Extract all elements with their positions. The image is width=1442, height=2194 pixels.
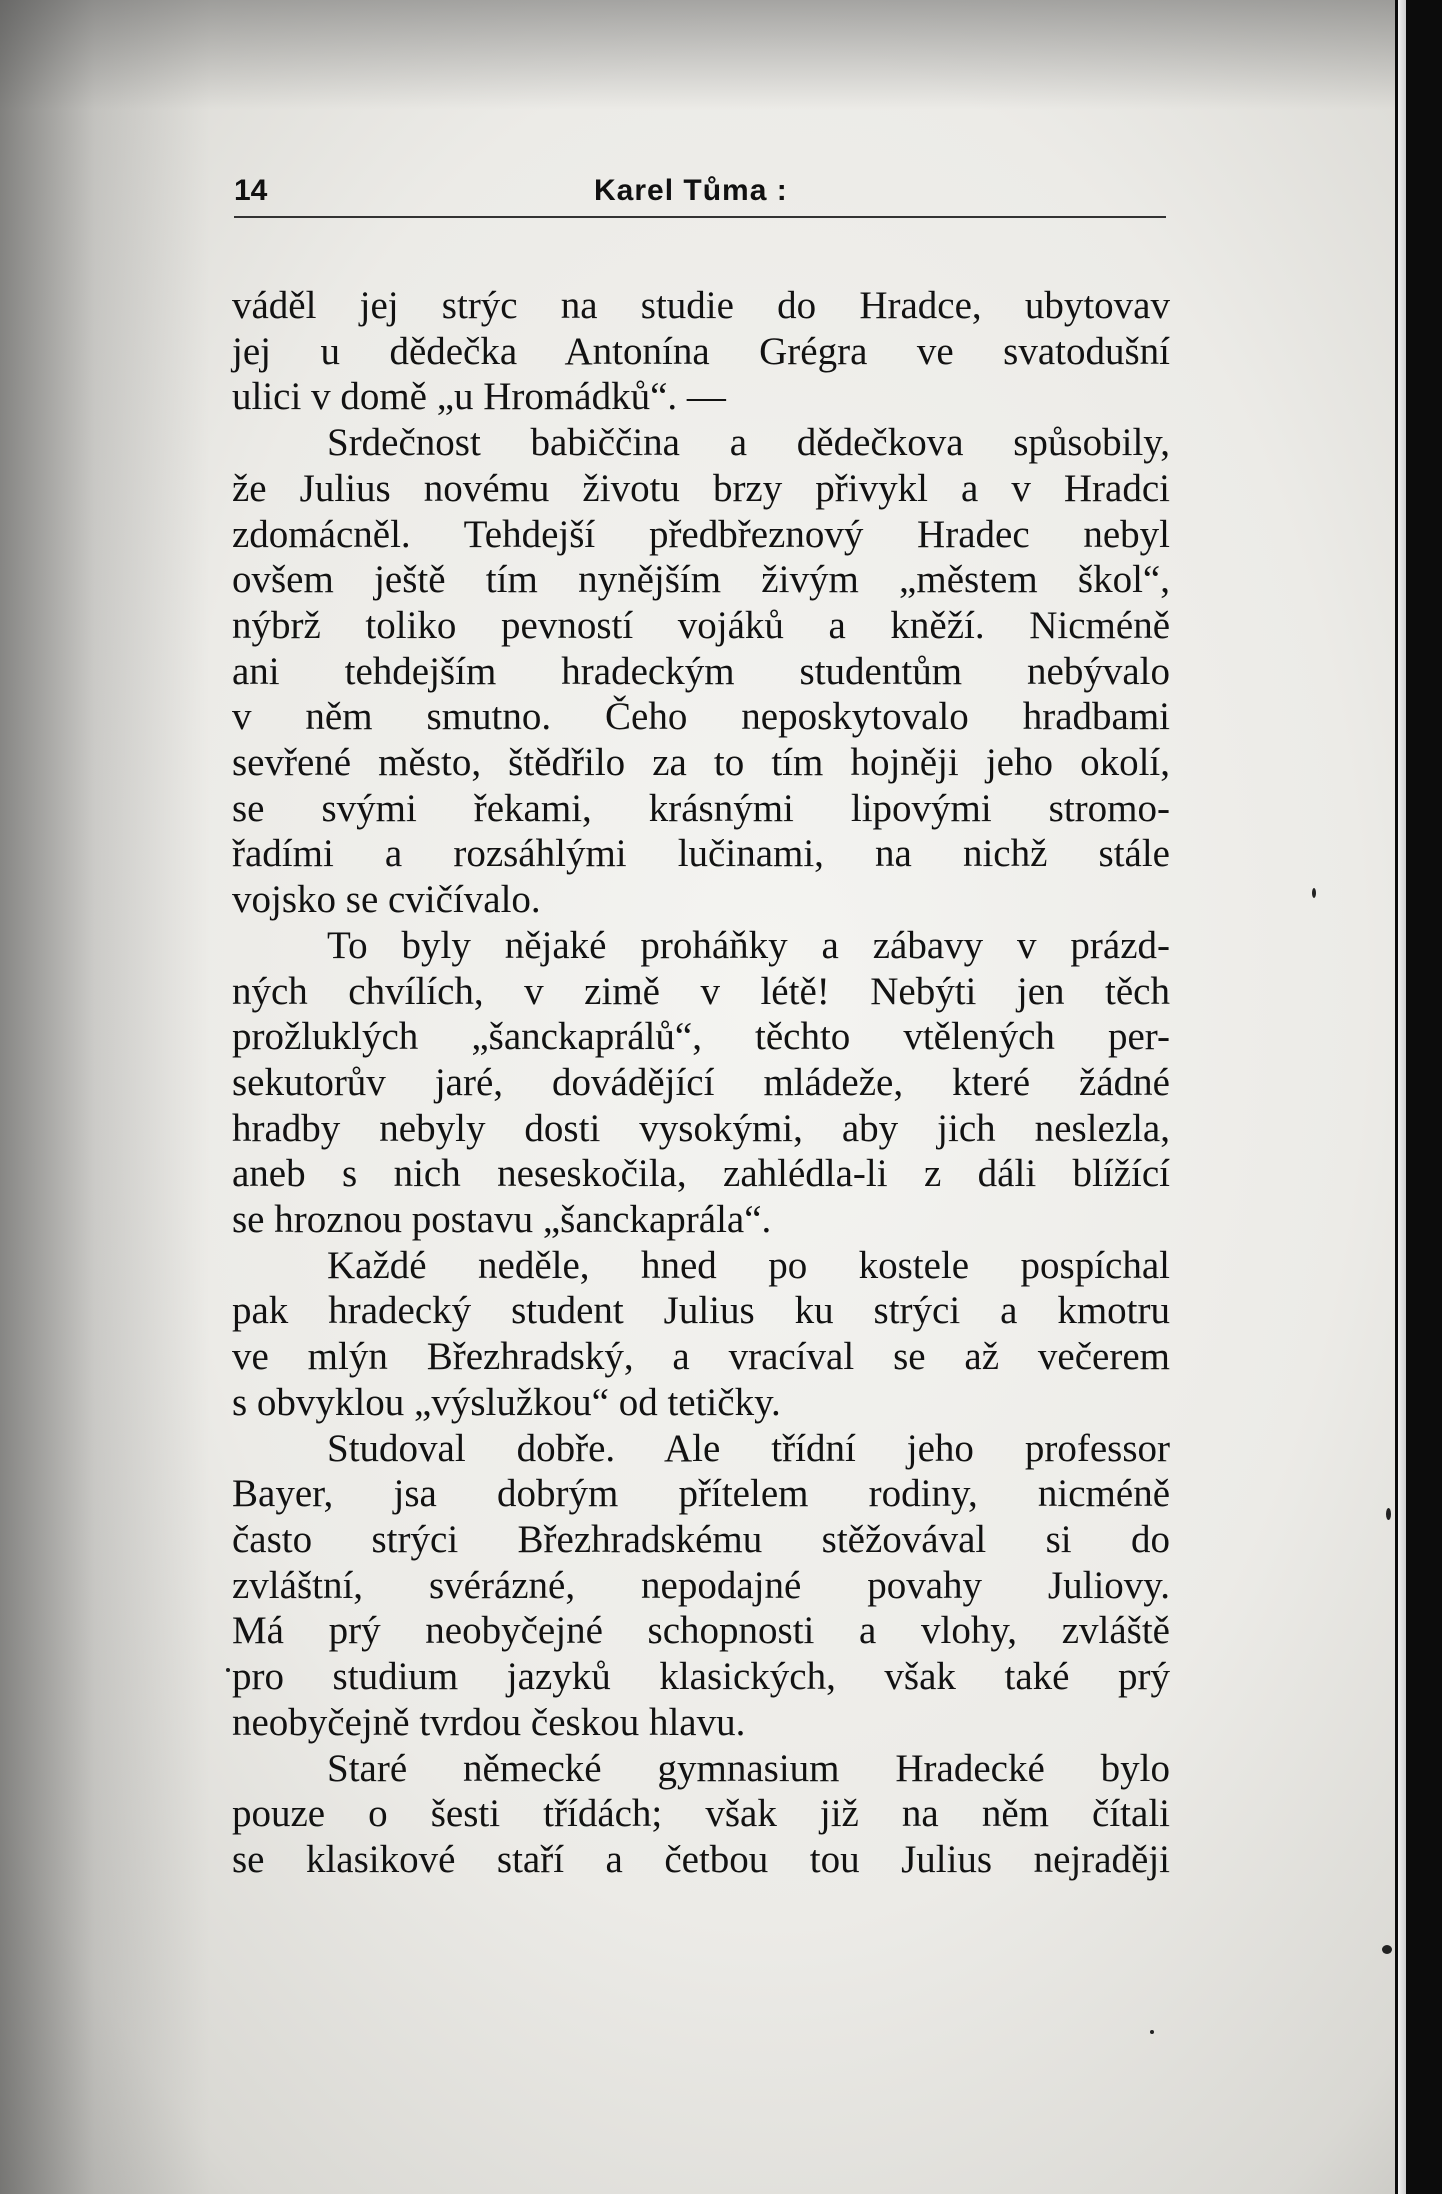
text-line: často strýci Březhradskému stěžovával si do (232, 1517, 1170, 1561)
ink-speck (226, 1668, 230, 1672)
text-line: Studoval dobře. Ale třídní jeho professor (327, 1426, 1170, 1470)
page-top-shadow (0, 0, 1395, 110)
text-line: že Julius novému životu brzy přivykl a v Hradci (232, 466, 1170, 510)
text-line: zvláštní, svérázné, nepodajné povahy Juliovy. (232, 1563, 1170, 1607)
page-edge-strip (1398, 0, 1406, 2194)
text-line: To byly nějaké proháňky a zábavy v prázd- (327, 923, 1170, 967)
page-header (234, 170, 1166, 218)
text-line: pouze o šesti třídách; však již na něm čítali (232, 1792, 1170, 1836)
text-line: ve mlýn Březhradský, a vracíval se až večerem (232, 1335, 1170, 1379)
text-line: se svými řekami, krásnými lipovými stromo- (232, 786, 1170, 830)
page-number: 14 (234, 174, 268, 207)
running-head: Karel Tůma : (594, 174, 788, 207)
page-gutter-shadow (0, 0, 210, 2194)
text-line: zdomácněl. Tehdejší předbřeznový Hradec nebyl (232, 512, 1170, 556)
text-line: ovšem ještě tím nynějším živým „městem škol“, (232, 558, 1170, 602)
text-line: se klasikové staří a četbou tou Julius nejraději (232, 1837, 1170, 1881)
text-line: ani tehdejším hradeckým studentům nebývalo (232, 649, 1170, 693)
text-line: v něm smutno. Čeho neposkytovalo hradbami (232, 695, 1170, 739)
text-line: ulici v domě „u Hromádků“. — (232, 375, 726, 419)
text-line: sevřené město, štědřilo za to tím hojněji jeho okolí, (232, 741, 1170, 785)
header-rule (234, 216, 1166, 218)
text-line: Staré německé gymnasium Hradecké bylo (327, 1746, 1170, 1790)
text-line: s obvyklou „výslužkou“ od tetičky. (232, 1380, 781, 1424)
text-line: nýbrž toliko pevností vojáků a kněží. Nicméně (232, 603, 1170, 647)
text-line: pro studium jazyků klasických, však také prý (232, 1655, 1170, 1699)
text-line: Má prý neobyčejné schopnosti a vlohy, zvláště (232, 1609, 1170, 1653)
text-line: neobyčejně tvrdou českou hlavu. (232, 1700, 746, 1744)
ink-speck (1150, 2030, 1154, 2034)
text-line: sekutorův jaré, dovádějící mládeže, které žádné (232, 1060, 1170, 1104)
body-text (232, 283, 1170, 1883)
text-line: se hroznou postavu „šanckaprála“. (232, 1198, 772, 1242)
text-line: jej u dědečka Antonína Grégra ve svatodušní (232, 329, 1170, 373)
text-line: váděl jej strýc na studie do Hradce, ubytovav (232, 284, 1170, 327)
text-line: aneb s nich neseskočila, zahlédla-li z dáli blížící (232, 1152, 1170, 1196)
text-line: ných chvílích, v zimě v létě! Nebýti jen těch (232, 969, 1170, 1013)
ink-speck (1382, 1945, 1392, 1954)
text-line: vojsko se cvičívalo. (232, 878, 541, 922)
text-line: Každé neděle, hned po kostele pospíchal (327, 1243, 1170, 1287)
text-line: Bayer, jsa dobrým přítelem rodiny, nicméně (232, 1472, 1170, 1516)
text-line: řadími a rozsáhlými lučinami, na nichž stále (232, 832, 1170, 876)
text-line: pak hradecký student Julius ku strýci a kmotru (232, 1289, 1170, 1333)
text-line: hradby nebyly dosti vysokými, aby jich neslezla, (232, 1106, 1170, 1150)
text-line: Srdečnost babiččina a dědečkova spůsobily, (327, 421, 1170, 465)
ink-speck (1386, 1508, 1391, 1520)
ink-speck (1312, 888, 1316, 898)
text-line: prožluklých „šanckaprálů“, těchto vtělených per- (232, 1015, 1170, 1059)
